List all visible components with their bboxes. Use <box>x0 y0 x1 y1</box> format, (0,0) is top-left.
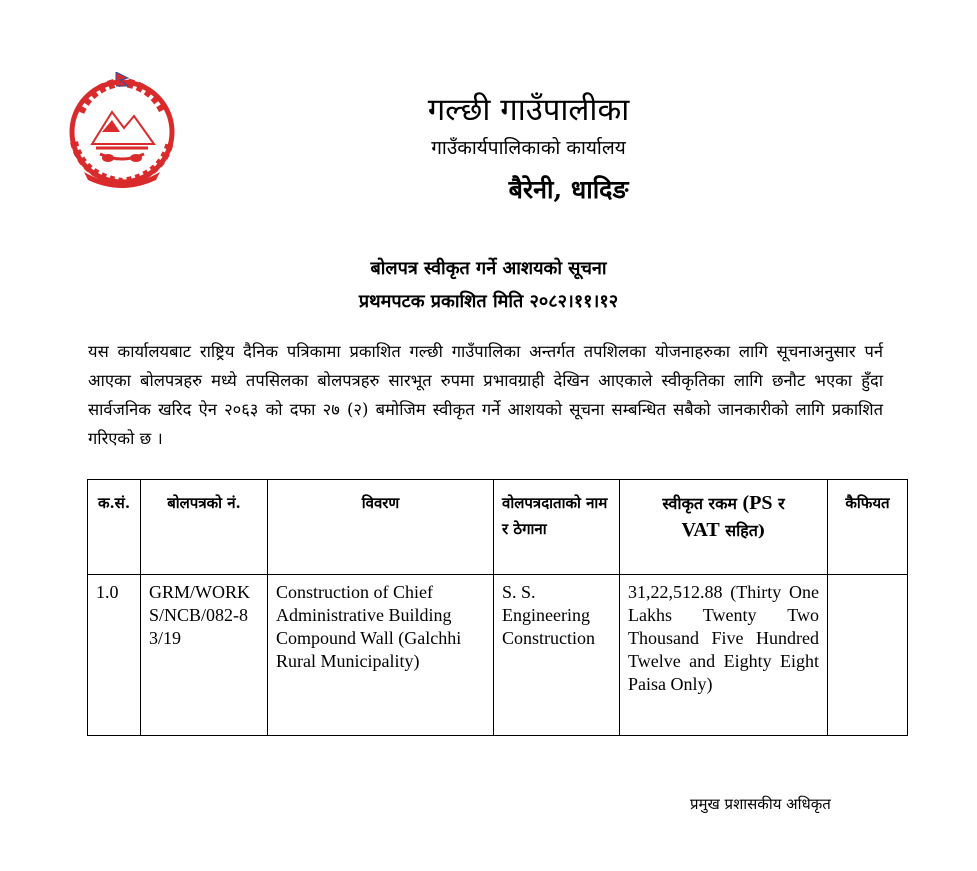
header-amount <box>620 480 828 575</box>
signature-title: प्रमुख प्रशासकीय अधिकृत <box>690 795 831 813</box>
header-amount-label: स्वीकृत रकम <box>662 494 737 513</box>
published-date: प्रथमपटक प्रकाशित मिति २०८२।११।१२ <box>358 291 619 312</box>
award-table <box>87 479 908 736</box>
header-amount-r: र <box>778 494 785 513</box>
header-amount-ps: (PS <box>742 492 773 514</box>
header-amount-vat: VAT <box>681 519 720 541</box>
row-remarks <box>828 575 908 736</box>
header-remarks: कैफियत <box>828 480 908 575</box>
notice-title: बोलपत्र स्वीकृत गर्ने आशयको सूचना <box>370 258 607 279</box>
header-bid-no: बोलपत्रको नं. <box>141 480 268 575</box>
header-description: विवरण <box>268 480 494 575</box>
header-sn: क.सं. <box>88 480 141 575</box>
table-header-row <box>88 480 908 575</box>
header-bidder: वोलपत्रदाताको नाम र ठेगाना <box>494 480 620 575</box>
municipality-name: गल्छी गाउँपालीका <box>427 92 630 128</box>
row-amount: 31,22,512.88 (Thirty One Lakhs Twenty Two Thousand Five Hundred Twelve and Eighty Eight Paisa Only) <box>620 575 828 736</box>
row-description: Construction of Chief Administrative Building Compound Wall (Galchhi Rural Municipality) <box>268 575 494 736</box>
office-location: बैरेनी, धादिङ <box>508 175 629 204</box>
office-name: गाउँकार्यपालिकाको कार्यालय <box>431 137 626 159</box>
header-amount-post: सहित) <box>725 521 766 540</box>
row-bid-no: GRM/WORKS/NCB/082-83/19 <box>141 575 268 736</box>
notice-body: यस कार्यालयबाट राष्ट्रिय दैनिक पत्रिकामा प्रकाशित गल्छी गाउँपालिका अन्तर्गत तपशिलका योजनाहरुका लागि सूचनाअनुसार पर्न आएका बोलपत्रहरु मध्ये तपसिलका बोलपत्रहरु सारभूत रुपमा प्रभावग्राही देखिन आएकाले स्वीकृतिका लागि छनौट भएका हुँदा सार्वजनिक खरिद ऐन २०६३ को दफा २७ (२) बमोजिम स्वीकृत गर्ने आशयको सूचना सम्बन्धित सबैको जानकारीको लागि प्रकाशित गरिएको छ । <box>88 342 883 448</box>
row-bidder: S. S. Engineering Construction <box>494 575 620 736</box>
table-row <box>88 575 908 736</box>
row-sn: 1.0 <box>88 575 141 736</box>
